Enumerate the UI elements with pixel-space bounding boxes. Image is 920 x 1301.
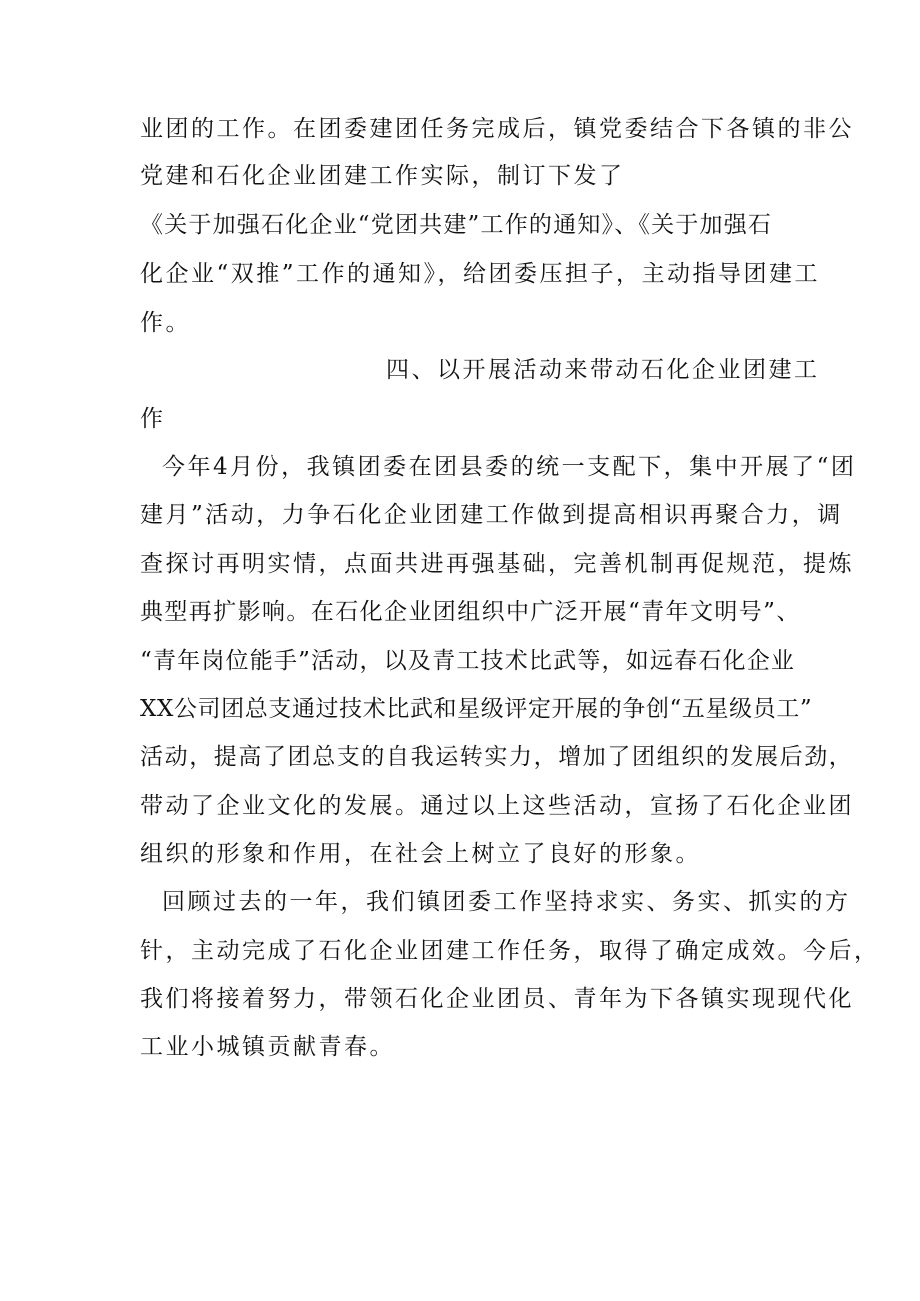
section-heading: 四、以开展活动来带动石化企业团建工 — [386, 357, 820, 383]
paragraph-line: 工业小城镇贡献青春。 — [140, 1034, 395, 1060]
paragraph-line: 活动，提高了团总支的自我运转实力，增加了团组织的发展后劲， — [140, 744, 854, 770]
paragraph-line: “青年岗位能手”活动，以及青工技术比武等，如远春石化企业 — [140, 648, 796, 674]
paragraph-line: 查探讨再明实情，点面共进再强基础，完善机制再促规范，提炼 — [140, 551, 854, 577]
section-heading-continued: 作 — [140, 406, 166, 432]
text-line: 业团的工作。在团委建团任务完成后，镇党委结合下各镇的非公 — [140, 116, 854, 142]
paragraph-line: 回顾过去的一年，我们镇团委工作坚持求实、务实、抓实的方 — [162, 889, 851, 915]
text-line: 化企业“双推”工作的通知》，给团委压担子，主动指导团建工 — [140, 261, 821, 287]
text-line: 党建和石化企业团建工作实际，制订下发了 — [140, 163, 625, 189]
paragraph-line: 建月”活动，力争石化企业团建工作做到提高相识再聚合力，调 — [140, 502, 843, 528]
text-line: 作。 — [140, 310, 191, 336]
paragraph-line: 我们将接着努力，带领石化企业团员、青年为下各镇实现现代化 — [140, 986, 854, 1012]
paragraph-line: 带动了企业文化的发展。通过以上这些活动，宣扬了石化企业团 — [140, 793, 854, 819]
paragraph-line: XX公司团总支通过技术比武和星级评定开展的争创“五星级员工” — [140, 696, 813, 722]
text-line: 《关于加强石化企业“党团共建”工作的通知》、《关于加强石 — [140, 212, 773, 238]
paragraph-line: 典型再扩影响。在石化企业团组织中广泛开展“青年文明号”、 — [140, 599, 801, 625]
paragraph-line: 针，主动完成了石化企业团建工作任务，取得了确定成效。今后， — [140, 938, 880, 964]
paragraph-line: 今年4月份，我镇团委在团县委的统一支配下，集中开展了“团 — [162, 454, 857, 480]
paragraph-line: 组织的形象和作用，在社会上树立了良好的形象。 — [140, 841, 701, 867]
